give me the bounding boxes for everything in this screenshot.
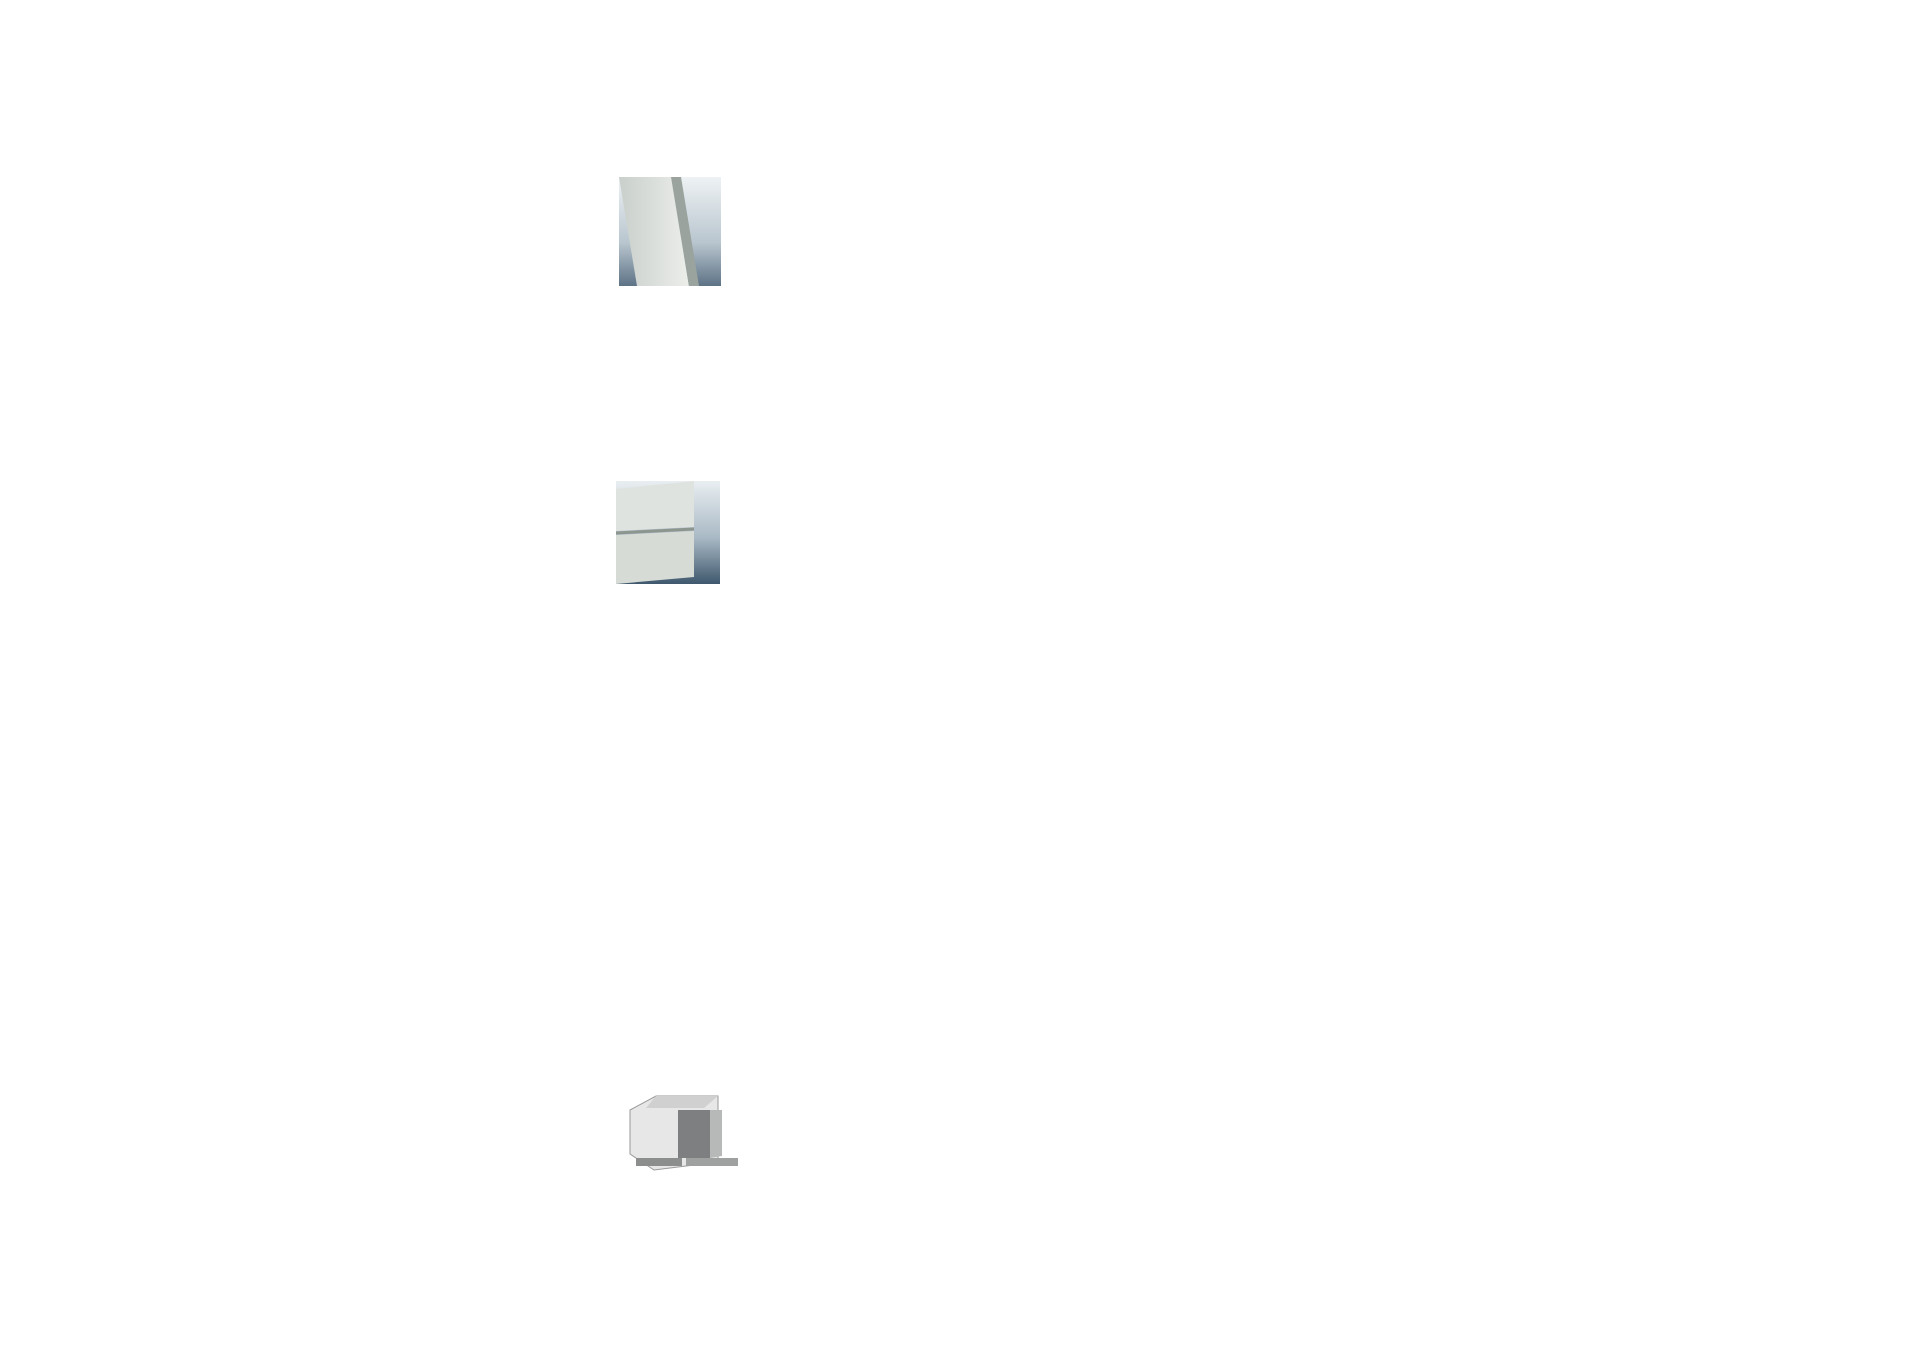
hollow-slat-photo — [619, 177, 721, 286]
group-label-bottom-slat-series — [322, 166, 426, 1006]
end-cap-bracket-photo — [626, 1092, 744, 1174]
hollow-slat-photo — [616, 481, 720, 584]
